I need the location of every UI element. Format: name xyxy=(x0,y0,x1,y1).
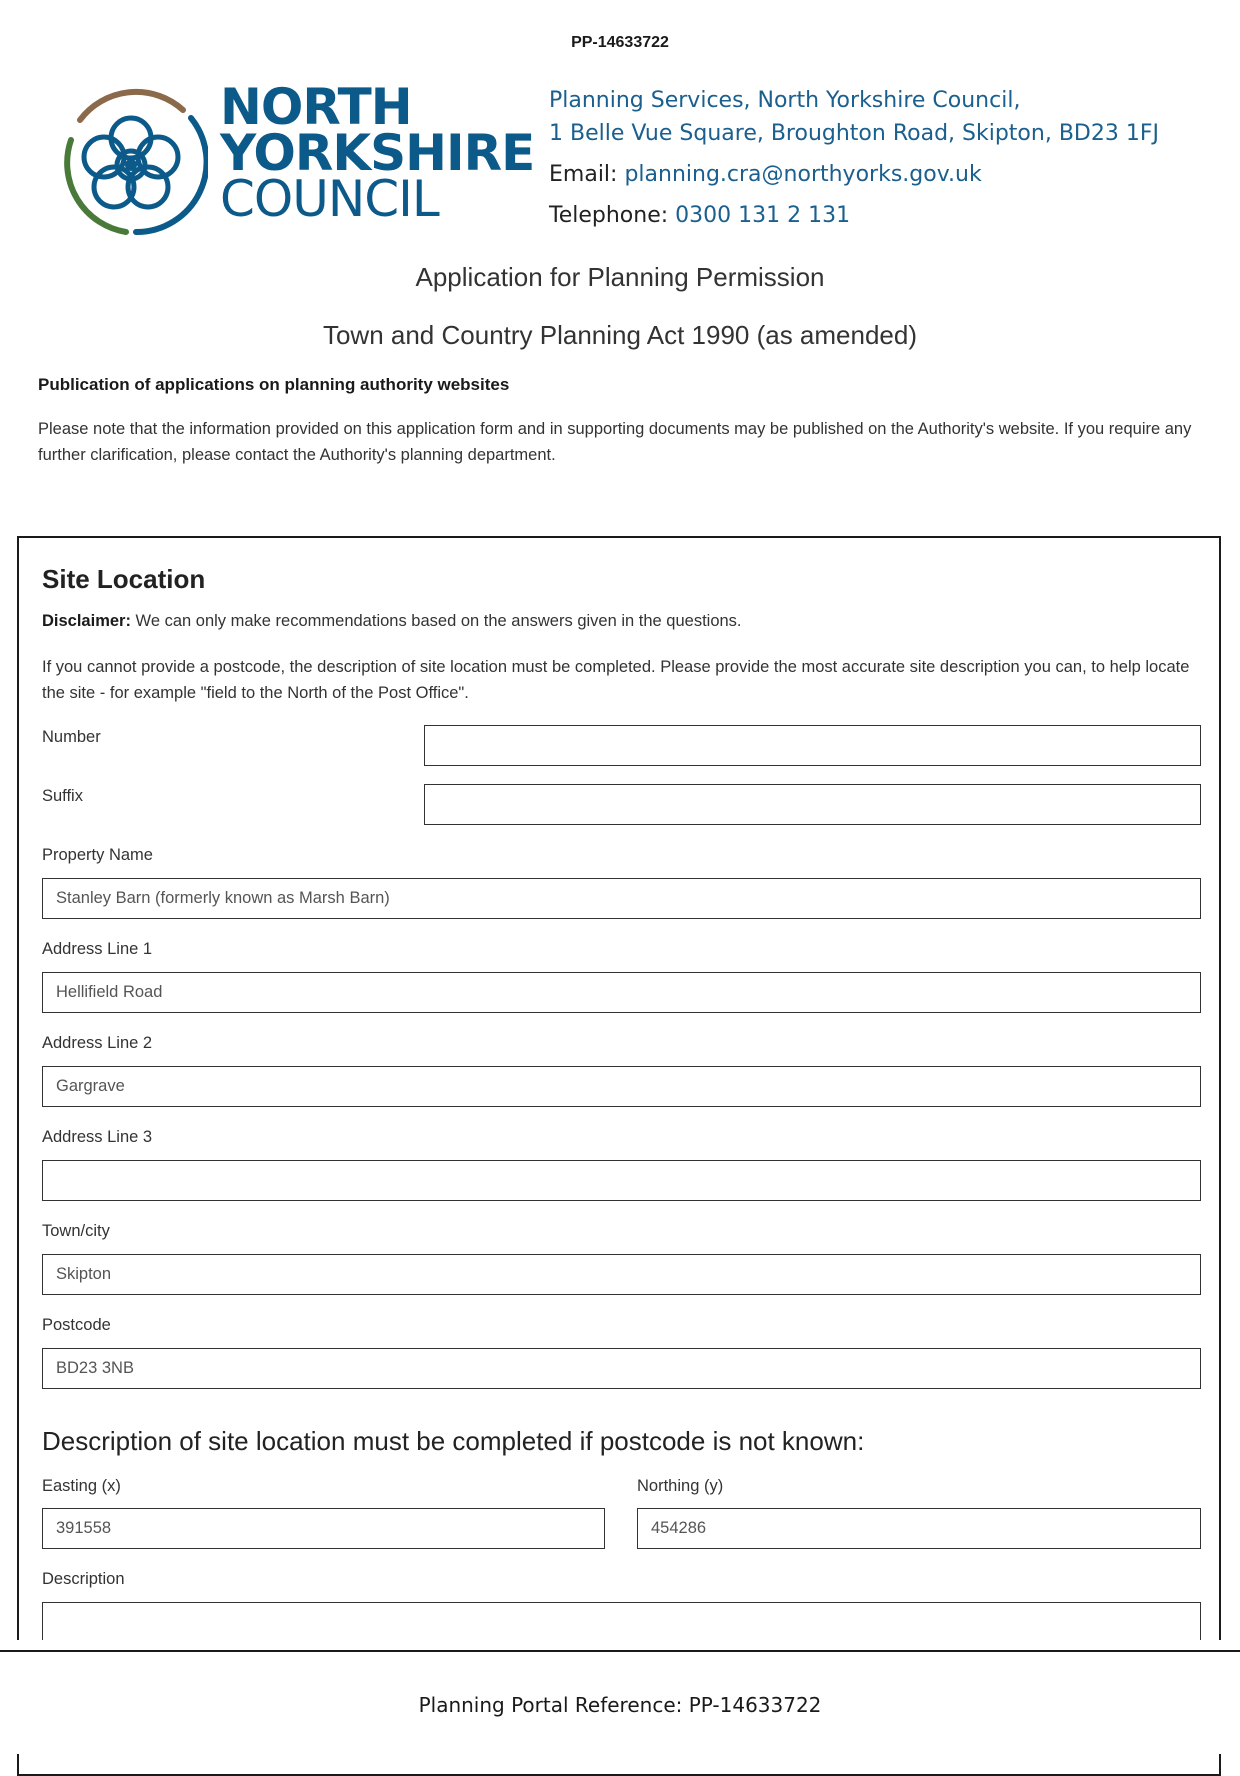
disclaimer-label: Disclaimer: xyxy=(42,612,131,630)
tudor-rose-icon xyxy=(58,80,208,240)
northing-label: Northing (y) xyxy=(637,1477,724,1495)
contact-address-2: 1 Belle Vue Square, Broughton Road, Skipton, BD23 1FJ xyxy=(549,121,1159,146)
address-line-2-field[interactable]: Gargrave xyxy=(42,1066,1201,1107)
site-location-section xyxy=(17,536,1221,1776)
phone-number: 0300 131 2 131 xyxy=(675,203,851,228)
logo-line-council: COUNCIL xyxy=(220,170,439,228)
northing-field[interactable]: 454286 xyxy=(637,1508,1201,1549)
logo-line-north: NORTH xyxy=(220,78,412,136)
contact-address-1: Planning Services, North Yorkshire Council, xyxy=(549,88,1021,113)
property-name-field[interactable]: Stanley Barn (formerly known as Marsh Barn) xyxy=(42,878,1201,919)
contact-block xyxy=(549,84,1159,232)
email-link[interactable]: planning.cra@northyorks.gov.uk xyxy=(624,162,982,187)
address-line-3-field[interactable] xyxy=(42,1160,1201,1201)
description-heading: Description of site location must be completed if postcode is not known: xyxy=(42,1426,865,1456)
contact-phone-row xyxy=(549,199,1159,232)
page-title: Application for Planning Permission xyxy=(415,262,825,292)
easting-field[interactable]: 391558 xyxy=(42,1508,605,1549)
property-name-label: Property Name xyxy=(42,846,153,864)
footer-divider xyxy=(0,1650,1240,1652)
page-subtitle: Town and Country Planning Act 1990 (as amended) xyxy=(322,320,918,350)
publication-heading: Publication of applications on planning authority websites xyxy=(38,375,510,394)
disclaimer-text: We can only make recommendations based on the answers given in the questions. xyxy=(130,612,742,630)
postcode-label: Postcode xyxy=(42,1316,111,1334)
town-label: Town/city xyxy=(42,1222,110,1240)
easting-label: Easting (x) xyxy=(42,1477,121,1495)
disclaimer xyxy=(42,612,742,631)
address-line-3-label: Address Line 3 xyxy=(42,1128,153,1146)
council-logo xyxy=(58,78,535,240)
section-title: Site Location xyxy=(42,564,206,594)
address-line-2-label: Address Line 2 xyxy=(42,1034,153,1052)
phone-label: Telephone: xyxy=(549,203,669,228)
address-line-1-label: Address Line 1 xyxy=(42,940,153,958)
logo-wordmark xyxy=(220,78,535,228)
town-field[interactable]: Skipton xyxy=(42,1254,1201,1295)
contact-email-row xyxy=(549,158,1159,191)
address-line-1-field[interactable]: Hellifield Road xyxy=(42,972,1201,1013)
suffix-label: Suffix xyxy=(42,787,83,805)
reference-number: PP-14633722 xyxy=(571,34,669,51)
number-label: Number xyxy=(42,728,101,746)
description-label: Description xyxy=(42,1570,125,1588)
help-text: If you cannot provide a postcode, the description of site location must be completed. Please provide the most accurate site description you can, to help locate the site - for example "field to the North of the Post Office". xyxy=(42,658,1190,702)
email-label: Email: xyxy=(549,162,618,187)
postcode-field[interactable]: BD23 3NB xyxy=(42,1348,1201,1389)
logo-line-yorkshire: YORKSHIRE xyxy=(220,124,535,182)
number-field[interactable] xyxy=(424,725,1201,766)
suffix-field[interactable] xyxy=(424,784,1201,825)
footer-reference: Planning Portal Reference: PP-14633722 xyxy=(418,1693,822,1717)
publication-text: Please note that the information provided on this application form and in supporting documents may be published on the Authority's website. If you require any further clarification, please contact the Authority's planning department. xyxy=(38,420,1192,464)
